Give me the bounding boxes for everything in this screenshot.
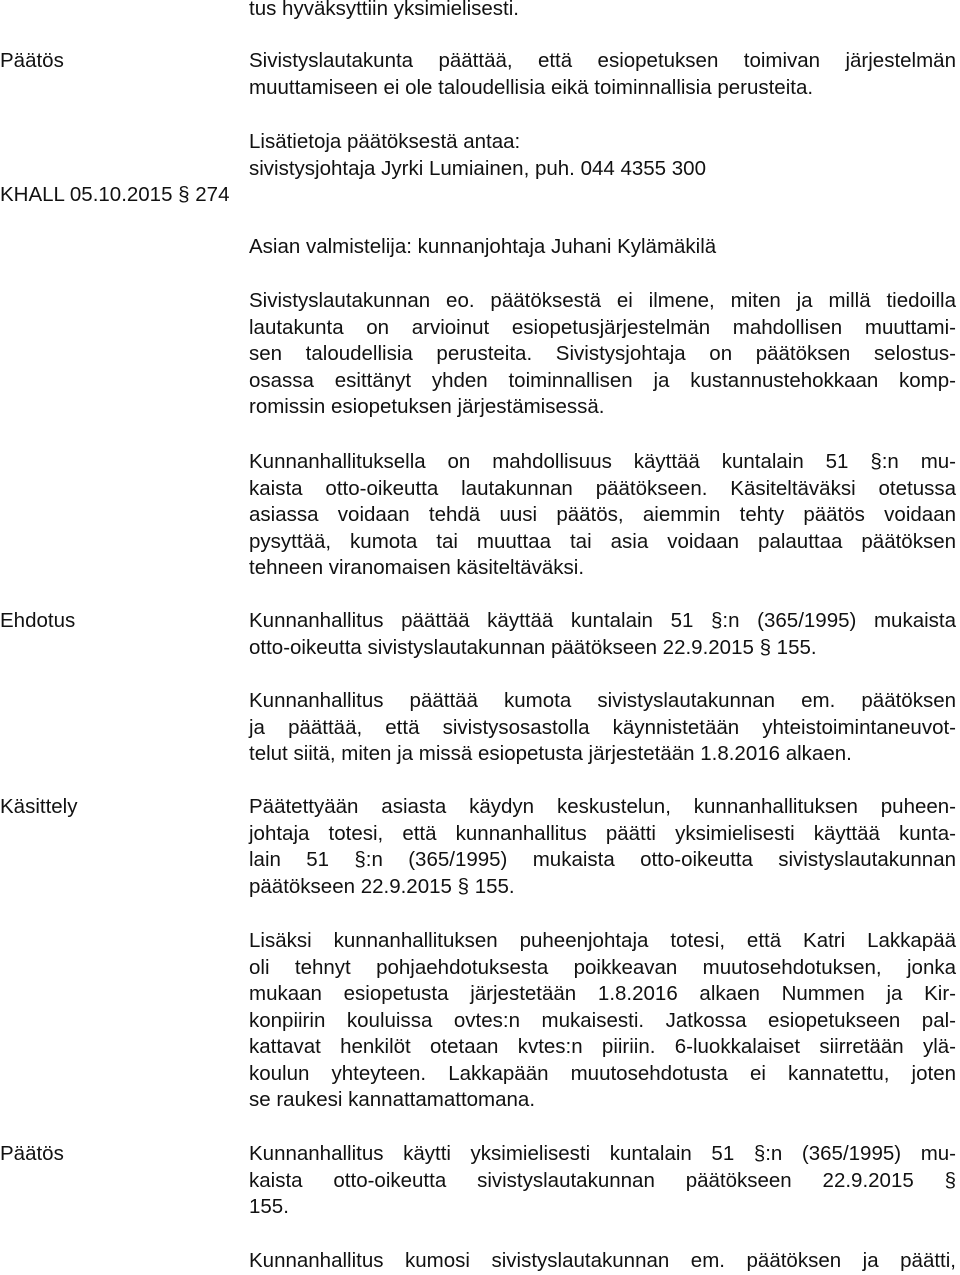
section-label: Päätös [0,49,64,72]
info-contact: sivistysjohtaja Jyrki Lumiainen, puh. 044 4355 300 [249,156,706,180]
text-line: Sivistyslautakunnan eo. päätöksestä ei ilmene, miten ja millä tiedoilla [249,289,956,312]
continued-text [249,0,956,23]
text-line: Sivistyslautakunta päättää, että esiopetuksen toimivan järjestelmän [249,49,956,72]
text-line: tus hyväksyttiin yksimielisesti. [249,0,519,20]
text-line: ja päättää, että sivistysosastolla käynnistetään yhteistoimintaneuvot- [249,715,956,739]
text-line: romissin esiopetuksen järjestämisessä. [249,395,605,418]
additional-info [249,129,956,182]
text-line: otto-oikeutta sivistyslautakunnan päätökseen 22.9.2015 § 155. [249,635,817,659]
text-line: osassa esittänyt yhden toiminnallisen ja kustannustehokkaan komp- [249,368,956,392]
text-line: Kunnanhallitus päättää kumota sivistyslautakunnan em. päätöksen [249,689,956,712]
text-line: tehneen viranomaisen käsiteltäväksi. [249,556,585,579]
text-line: mukaan esiopetusta järjestetään 1.8.2016 alkaen Nummen ja Kir- [249,982,956,1005]
text-line: johtaja totesi, että kunnanhallitus päätti yksimielisesti käyttää kunta- [249,821,956,845]
discussion-text [249,928,956,1114]
text-line: kattavat henkilöt otetaan kvtes:n piiriin. 6-luokkalaiset siirretään ylä- [249,1035,956,1058]
text-line: telut siitä, miten ja missä esiopetusta järjestetään 1.8.2016 alkaen. [249,742,852,765]
preparer-text: Asian valmistelija: kunnanjohtaja Juhani Kylämäkilä [249,235,717,258]
text-line: muuttamiseen ei ole taloudellisia eikä toiminnallisia perusteita. [249,75,814,99]
paragraph [249,288,956,421]
text-line: kaista otto-oikeutta sivistyslautakunnan päätökseen 22.9.2015 § [249,1168,956,1192]
discussion-text [249,794,956,900]
section-label: Päätös [0,1142,64,1165]
text-line: oli tehnyt pohjaehdotuksesta poikkeavan muutosehdotuksen, jonka [249,955,956,979]
text-line: sen taloudellisia perusteita. Sivistysjohtaja on päätöksen selostus- [249,342,956,365]
proposal-text [249,688,956,768]
text-line: se raukesi kannattamattomana. [249,1088,536,1111]
decision-text [249,1248,956,1275]
text-line: 155. [249,1195,289,1218]
text-line: Kunnanhallitus käytti yksimielisesti kuntalain 51 §:n (365/1995) mu- [249,1142,956,1165]
text-line: Päätettyään asiasta käydyn keskustelun, kunnanhallituksen puheen- [249,795,956,818]
text-line: Kunnanhallitus päättää käyttää kuntalain 51 §:n (365/1995) mukaista [249,609,956,632]
text-line: asiassa voidaan tehdä uusi päätös, aiemmin tehty päätös voidaan [249,503,956,526]
section-reference: KHALL 05.10.2015 § 274 [0,183,230,206]
decision-text [249,1141,956,1221]
text-line: Lisäksi kunnanhallituksen puheenjohtaja totesi, että Katri Lakkapää [249,929,956,952]
section-label: Käsittely [0,795,78,818]
text-line: lautakunta on arvioinut esiopetusjärjestelmän mahdollisen muuttami- [249,315,956,339]
text-line: lain 51 §:n (365/1995) mukaista otto-oikeutta sivistyslautakunnan [249,848,956,871]
preparer [249,234,956,261]
text-line: Kunnanhallitus kumosi sivistyslautakunnan em. päätöksen ja päätti, [249,1249,956,1272]
text-line: pysyttää, kumota tai muuttaa tai asia voidaan palauttaa päätöksen [249,529,956,553]
paragraph [249,449,956,582]
info-heading: Lisätietoja päätöksestä antaa: [249,130,521,153]
proposal-text [249,608,956,661]
section-label: Ehdotus [0,609,76,632]
text-line: kaista otto-oikeutta lautakunnan päätökseen. Käsiteltäväksi otetussa [249,476,956,500]
text-line: koulun yhteyteen. Lakkapään muutosehdotusta ei kannatettu, joten [249,1061,956,1085]
decision-text [249,48,956,101]
text-line: Kunnanhallituksella on mahdollisuus käyttää kuntalain 51 §:n mu- [249,450,956,473]
text-line: päätökseen 22.9.2015 § 155. [249,874,515,898]
text-line: konpiirin kouluissa ovtes:n mukaisesti. Jatkossa esiopetukseen pal- [249,1008,956,1032]
